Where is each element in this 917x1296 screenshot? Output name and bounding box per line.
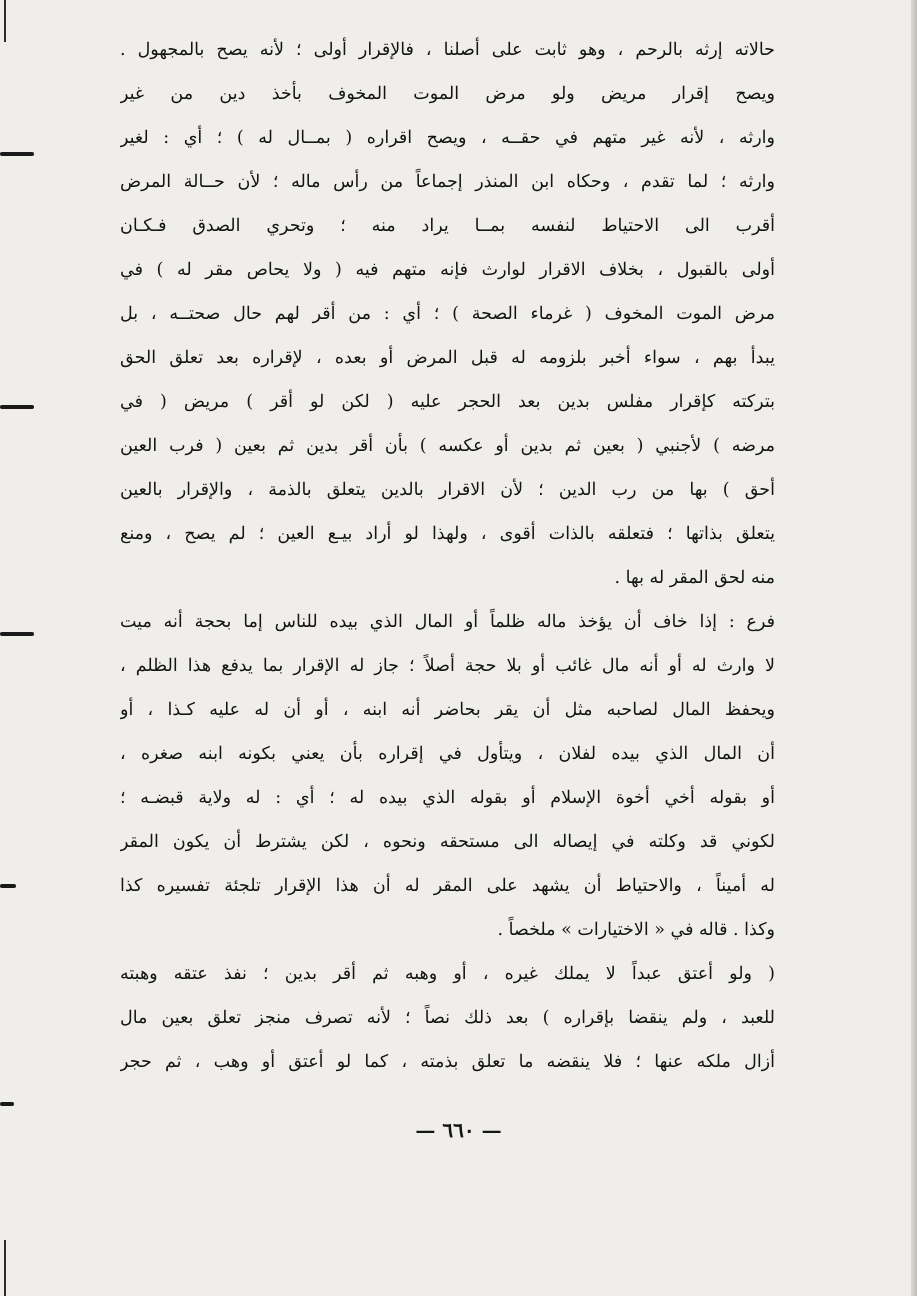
text-line: يتعلق بذاتها ؛ فتعلقه بالذات أقوى ، ولهذا لو أراد بيـع العين ؛ لم يصح ، ومنع: [120, 524, 775, 544]
text-line: يبدأ بهم ، سواء أخبر بلزومه له قبل المرض أو بعده ، لإقراره بعد تعلق الحق: [120, 348, 775, 368]
text-line: له أميناً ، والاحتياط أن يشهد على المقر له أن هذا الإقرار تلجئة تفسيره كذا: [120, 876, 775, 896]
text-line: للعبد ، ولم ينقضا بإقراره ) بعد ذلك نصاً ؛ لأنه تصرف منجز تعلق بعين مال: [120, 1008, 775, 1028]
body-text: [120, 28, 775, 1084]
paragraph: [120, 952, 775, 1084]
page-edge-shadow: [911, 0, 917, 1296]
binding-mark: [0, 152, 34, 156]
text-line: وكذا . قاله في « الاختيارات » ملخصاً .: [497, 920, 775, 940]
text-line: ويحفظ المال لصاحبه مثل أن يقر بحاضر أنه ابنه ، أو أن له عليه كـذا ، أو: [120, 700, 775, 720]
text-line: أولى بالقبول ، بخلاف الاقرار لوارث فإنه متهم فيه ( ولا يحاص مقر له ) في: [120, 260, 775, 280]
binding-line-top: [4, 0, 6, 42]
text-line: بتركته كإقرار مفلس بدين بعد الحجر عليه ( لكن لو أقر ) مريض ( في: [120, 392, 775, 412]
text-line: وارثه ، لأنه غير متهم في حقــه ، ويصح اقراره ( بمــال له ) ؛ أي : لغير: [120, 128, 775, 148]
text-line: فرع : إذا خاف أن يؤخذ ماله ظلماً أو المال الذي بيده للناس إما بحجة أنه ميت: [120, 612, 775, 632]
page-number: — ٦٦٠ —: [415, 1118, 502, 1142]
text-line: مرضه ) لأجنبي ( بعين ثم بدين أو عكسه ) بأن أقر بدين ثم بعين ( فرب العين: [120, 436, 775, 456]
paragraph: [120, 600, 775, 952]
text-line: أزال ملكه عنها ؛ فلا ينقضه ما تعلق بذمته ، كما لو أعتق أو وهب ، ثم حجر: [120, 1052, 775, 1072]
binding-mark: [0, 884, 16, 888]
paragraph: [120, 28, 775, 600]
text-line: أقرب الى الاحتياط لنفسه بمــا يراد منه ؛ وتحري الصدق فـكـان: [120, 216, 775, 236]
text-line: أحق ) بها من رب الدين ؛ لأن الاقرار بالدين يتعلق بالذمة ، والإقرار بالعين: [120, 480, 775, 500]
text-line: مرض الموت المخوف ( غرماء الصحة ) ؛ أي : من أقر لهم حال صحتــه ، بل: [120, 304, 775, 324]
text-line: ويصح إقرار مريض ولو مرض الموت المخوف بأخذ دين من غير: [120, 84, 775, 104]
text-line: أو بقوله أخي أخوة الإسلام أو بقوله الذي بيده له ؛ أي : له ولاية قبضـه ؛: [120, 788, 775, 808]
text-line: لكوني قد وكلته في إيصاله الى مستحقه ونحوه ، لكن يشترط أن يكون المقر: [120, 832, 775, 852]
text-line: وارثه ؛ لما تقدم ، وحكاه ابن المنذر إجماعاً من رأس ماله ؛ لأن حــالة المرض: [120, 172, 775, 192]
binding-mark: [0, 405, 34, 409]
text-line: ( ولو أعتق عبداً لا يملك غيره ، أو وهبه ثم أقر بدين ؛ نفذ عتقه وهبته: [120, 964, 775, 984]
text-line: أن المال الذي بيده لفلان ، ويتأول في إقراره بأن يعني بكونه ابنه صغره ،: [120, 744, 775, 764]
binding-line-bottom: [4, 1240, 6, 1296]
text-line: لا وارث له أو أنه مال غائب أو بلا حجة أصلاً ؛ جاز له الإقرار بما يدفع هذا الظلم ،: [120, 656, 775, 676]
text-line: منه لحق المقر له بها .: [614, 568, 775, 588]
binding-mark: [0, 632, 34, 636]
binding-mark: [0, 1102, 14, 1106]
text-line: حالاته إرثه بالرحم ، وهو ثابت على أصلنا ، فالإقرار أولى ؛ لأنه يصح بالمجهول .: [120, 40, 775, 60]
